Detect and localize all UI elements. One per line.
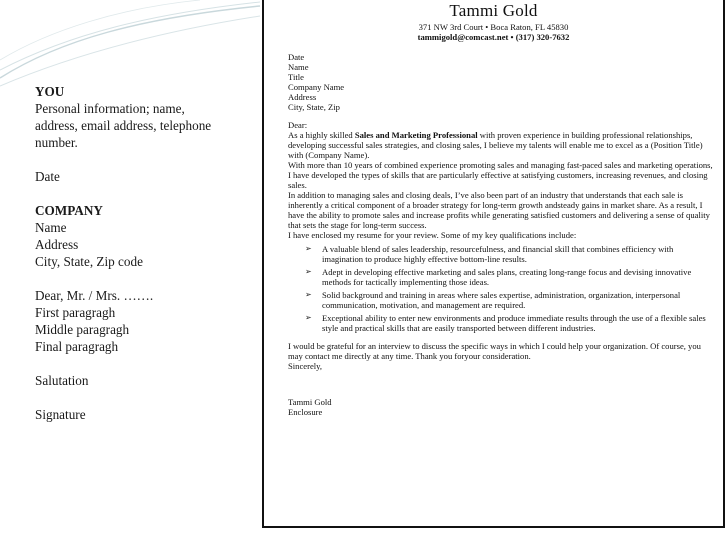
paragraph-qualifications: I have enclosed my resume for your review. Some of my key qualifications include: — [288, 230, 577, 240]
you-desc-line: number. — [35, 135, 78, 150]
arrow-right-icon: ➢ — [305, 267, 312, 276]
letterhead-name: Tammi Gold — [449, 1, 538, 20]
recipient-block — [288, 52, 713, 112]
recipient-line: Address — [288, 92, 317, 102]
recipient-line: Name — [288, 62, 309, 72]
paragraph-experience: With more than 10 years of combined experience promoting sales and managing fast-paced sales and marketing operations, I have developed the types of skills that are particularly effective at satisfying customers, increasing revenues, and closing sales. — [288, 160, 713, 190]
company-line: Address — [35, 237, 79, 252]
signature-name: Tammi Gold — [288, 397, 332, 407]
qualifications-list — [288, 244, 713, 333]
list-item: ➢ Solid background and training in areas where sales expertise, administration, organization, interpersonal communication, motivation, and management are required. — [305, 290, 681, 310]
arrow-right-icon: ➢ — [305, 290, 312, 299]
recipient-line: Company Name — [288, 82, 345, 92]
enclosure-note: Enclosure — [288, 407, 323, 417]
arrow-right-icon: ➢ — [305, 244, 312, 253]
signature-label: Signature — [35, 407, 86, 422]
list-item: ➢ A valuable blend of sales leadership, resourcefulness, and financial skill that combines efficiency with imagination to produce highly effective bottom-line results. — [305, 244, 674, 264]
paragraph-closing: I would be grateful for an interview to discuss the specific ways in which I could help your organization. Of course, you may contact me directly at any time. Thank you foryour consideration. — [288, 341, 701, 361]
you-heading: YOU — [35, 84, 65, 99]
list-item: ➢ Exceptional ability to enter new environments and produce immediate results through the use of a flexible sales style and practical skills that are easily transported between different industries. — [305, 313, 706, 333]
highlighted-title: Sales and Marketing Professional — [354, 130, 478, 140]
recipient-line: Title — [288, 72, 304, 82]
letter-outline — [35, 83, 257, 423]
decorative-swoosh — [0, 0, 260, 90]
arrow-right-icon: ➢ — [305, 313, 312, 322]
date-label: Date — [35, 169, 60, 184]
body-line: Dear, Mr. / Mrs. ……. — [35, 288, 154, 303]
body-line: Final paragragh — [35, 339, 119, 354]
sample-letter — [262, 0, 725, 528]
salutation-label: Salutation — [35, 373, 89, 388]
paragraph-intro: As a highly skilled Sales and Marketing Professional with proven experience in building professional relationships, developing successful sales strategies, and closing sales, I believe my talents will enable me to excel as a (Position Title) with (Company Name). — [288, 130, 703, 160]
you-desc-line: Personal information; name, — [35, 101, 185, 116]
letterhead-contact: tammigold@comcast.net • (317) 320-7632 — [417, 32, 570, 42]
company-line: Name — [35, 220, 67, 235]
list-item: ➢ Adept in developing effective marketing and sales plans, creating long-range focus and devising innovative methods for tactically implementing those ideas. — [305, 267, 692, 287]
letter-body — [288, 52, 713, 417]
letterhead-address: 371 NW 3rd Court • Boca Raton, FL 45830 — [418, 22, 569, 32]
recipient-line: Date — [288, 52, 305, 62]
you-desc-line: address, email address, telephone — [35, 118, 212, 133]
greeting: Dear: — [288, 120, 308, 130]
body-line: First paragragh — [35, 305, 116, 320]
body-line: Middle paragragh — [35, 322, 130, 337]
company-line: City, State, Zip code — [35, 254, 143, 269]
company-heading: COMPANY — [35, 203, 103, 218]
recipient-line: City, State, Zip — [288, 102, 340, 112]
paragraph-industry: In addition to managing sales and closing deals, I’ve also been part of an industry that understands that each sale is inherently a critical component of a broader strategy for long-term growth andsteady gains in market share. As a result, I have the ability to promote sales and increase profits while generating satisfied customers and delivering a sense of quality that sets the stage for long-term success. — [288, 190, 710, 230]
closing-word: Sincerely, — [288, 361, 323, 371]
